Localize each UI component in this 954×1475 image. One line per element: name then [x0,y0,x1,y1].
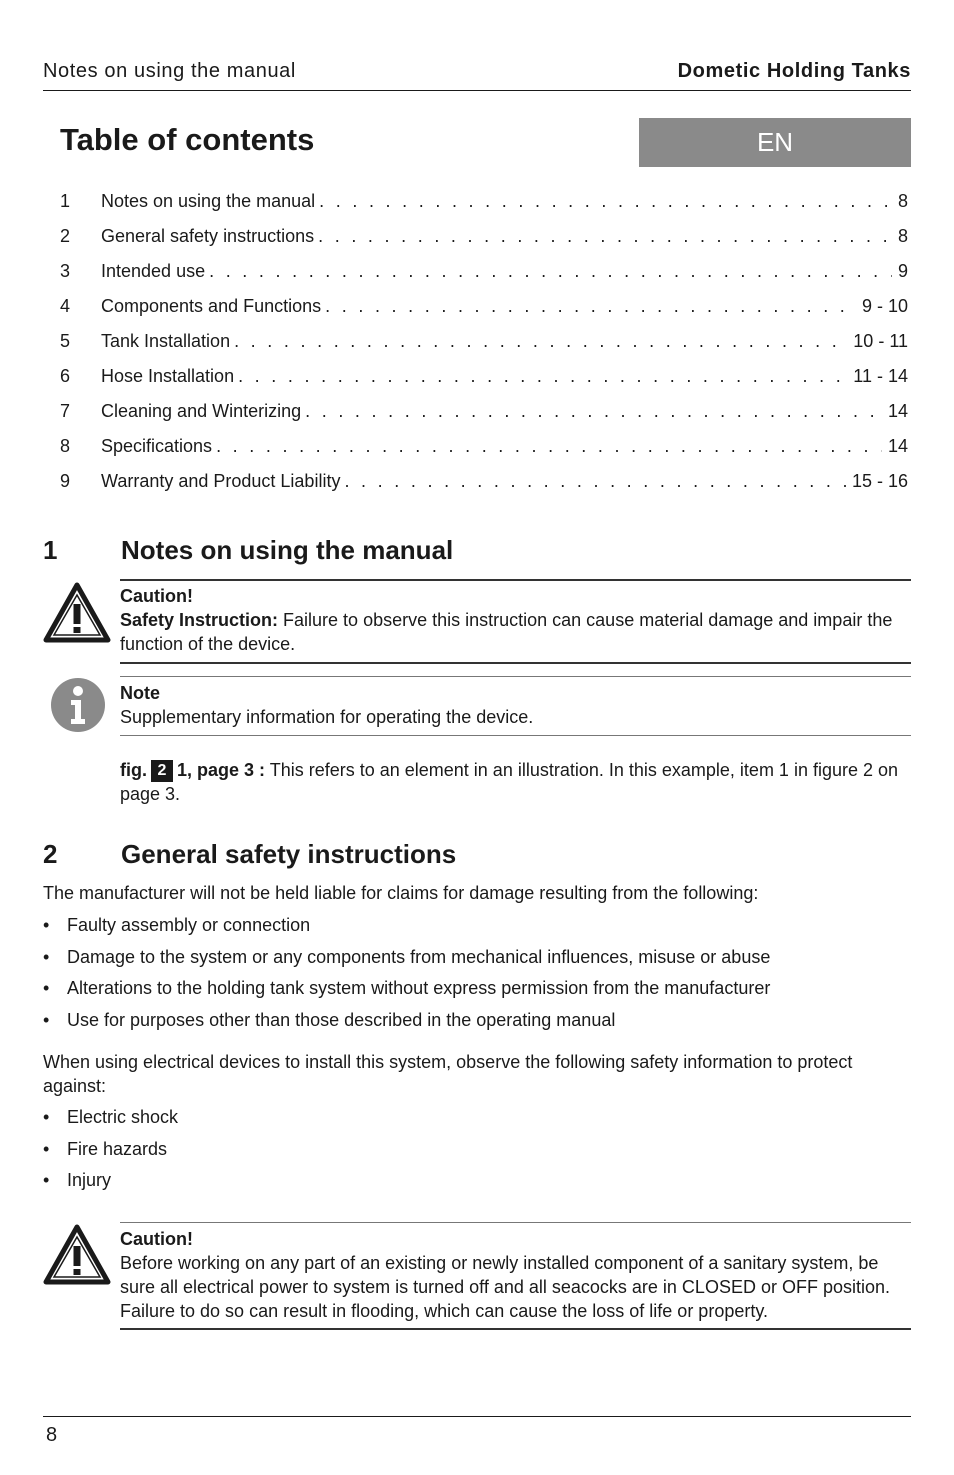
divider [120,735,911,736]
section-1-heading [43,535,453,566]
toc-leader-dots [305,401,882,422]
page-number: 8 [46,1424,58,1446]
toc-entry[interactable] [60,289,908,324]
header-section-title: Notes on using the manual [43,60,296,82]
toc-entry-title: Notes on using the manual [101,191,316,211]
list-item: • Injury [43,1168,911,1200]
toc-entry[interactable] [60,219,908,254]
note-text: Supplementary information for operating the device. [120,707,534,727]
list-item: • Fire hazards [43,1137,911,1169]
fig-explanation: This refers to an element in an illustration. In this example, item 1 in figure 2 on page 3. [120,760,899,804]
toc-entry-title: Specifications [101,436,213,456]
caution-notice [120,584,911,656]
toc-leader-dots [325,296,856,317]
divider [120,579,911,581]
page-header [43,60,911,91]
toc-entry[interactable] [60,324,908,359]
header-product-title: Dometic Holding Tanks [677,60,911,82]
list-item: • Electric shock [43,1105,911,1137]
toc-leader-dots [319,191,892,212]
toc-entry[interactable] [60,254,908,289]
toc-entry-number: 5 [60,331,71,351]
caution-body: Failure to observe this instruction can cause material damage and impair the function of the device. [120,610,893,654]
list-item: • Alterations to the holding tank system without express permission from the manufacturer [43,976,911,1008]
warning-icon [43,1224,111,1286]
divider [120,676,911,677]
toc-entry-number: 3 [60,261,71,281]
toc-entry-title: General safety instructions [101,226,315,246]
section-2-heading [43,839,456,870]
toc-leader-dots [238,366,847,387]
toc-entry-page: 9 - 10 [861,296,908,316]
toc-entry-page: 8 [897,191,908,211]
toc-entry-number: 1 [60,191,71,211]
toc-entry-page: 11 - 14 [853,366,908,386]
section-number: 2 [43,839,58,869]
toc-entry-page: 8 [897,226,908,246]
toc-entry-number: 2 [60,226,71,246]
toc-entry-title: Tank Installation [101,331,231,351]
section-title: Notes on using the manual [121,535,454,565]
toc-entry-title: Cleaning and Winterizing [101,401,302,421]
warning-icon [43,582,111,644]
toc-entry-title: Components and Functions [101,296,322,316]
fig-prefix: fig. [120,760,147,780]
toc-entry-page: 10 - 11 [853,331,908,351]
fig-suffix: 1, page 3 : [177,760,266,780]
table-of-contents [60,184,908,499]
caution-text: Before working on any part of an existing or newly installed component of a sanitary system, be sure all electrical power to system is turned off and all seacocks are in CLOSED or OFF position. Failure to do so can result in flooding, which can cause the loss of life or property. [120,1253,890,1321]
toc-leader-dots [209,261,892,282]
list-item: • Use for purposes other than those described in the operating manual [43,1008,911,1040]
toc-leader-dots [344,471,846,492]
toc-entry-number: 7 [60,401,71,421]
toc-entry-title: Intended use [101,261,206,281]
list-item: • Damage to the system or any components from mechanical influences, misuse or abuse [43,945,911,977]
caution-title: Caution! [120,1229,193,1249]
liability-list [43,913,911,1039]
toc-entry-number: 8 [60,436,71,456]
toc-entry[interactable] [60,359,908,394]
note-title: Note [120,683,160,703]
divider [120,1328,911,1330]
toc-leader-dots [318,226,892,247]
list-item: • Faulty assembly or connection [43,913,911,945]
toc-entry[interactable] [60,184,908,219]
toc-leader-dots [234,331,847,352]
caution-text [120,608,911,656]
toc-entry-page: 9 [897,261,908,281]
caution-label: Safety Instruction: [120,610,279,630]
liability-intro: The manufacturer will not be held liable for claims for damage resulting from the following: [43,883,759,903]
hazard-list [43,1105,911,1200]
info-icon [50,677,106,733]
section-title: General safety instructions [121,839,457,869]
footer-divider [43,1416,911,1417]
toc-entry-page: 14 [887,401,908,421]
language-badge: EN [639,118,911,167]
divider [120,1222,911,1223]
toc-entry-page: 14 [887,436,908,456]
figure-reference-example [120,758,911,806]
toc-entry-page: 15 - 16 [851,471,908,491]
section-number: 1 [43,535,58,565]
toc-title: Table of contents [60,122,315,157]
toc-entry[interactable] [60,394,908,429]
toc-entry-number: 9 [60,471,71,491]
toc-entry[interactable] [60,429,908,464]
caution-title: Caution! [120,586,193,606]
toc-entry-number: 6 [60,366,71,386]
toc-entry[interactable] [60,464,908,499]
note-notice [120,681,911,729]
toc-leader-dots [216,436,882,457]
electrical-intro: When using electrical devices to install this system, observe the following safety information to protect against: [43,1052,853,1096]
toc-entry-title: Warranty and Product Liability [101,471,341,491]
divider [120,662,911,664]
toc-entry-number: 4 [60,296,71,316]
caution-notice [120,1227,911,1323]
toc-entry-title: Hose Installation [101,366,235,386]
figure-number-box: 2 [151,760,173,782]
